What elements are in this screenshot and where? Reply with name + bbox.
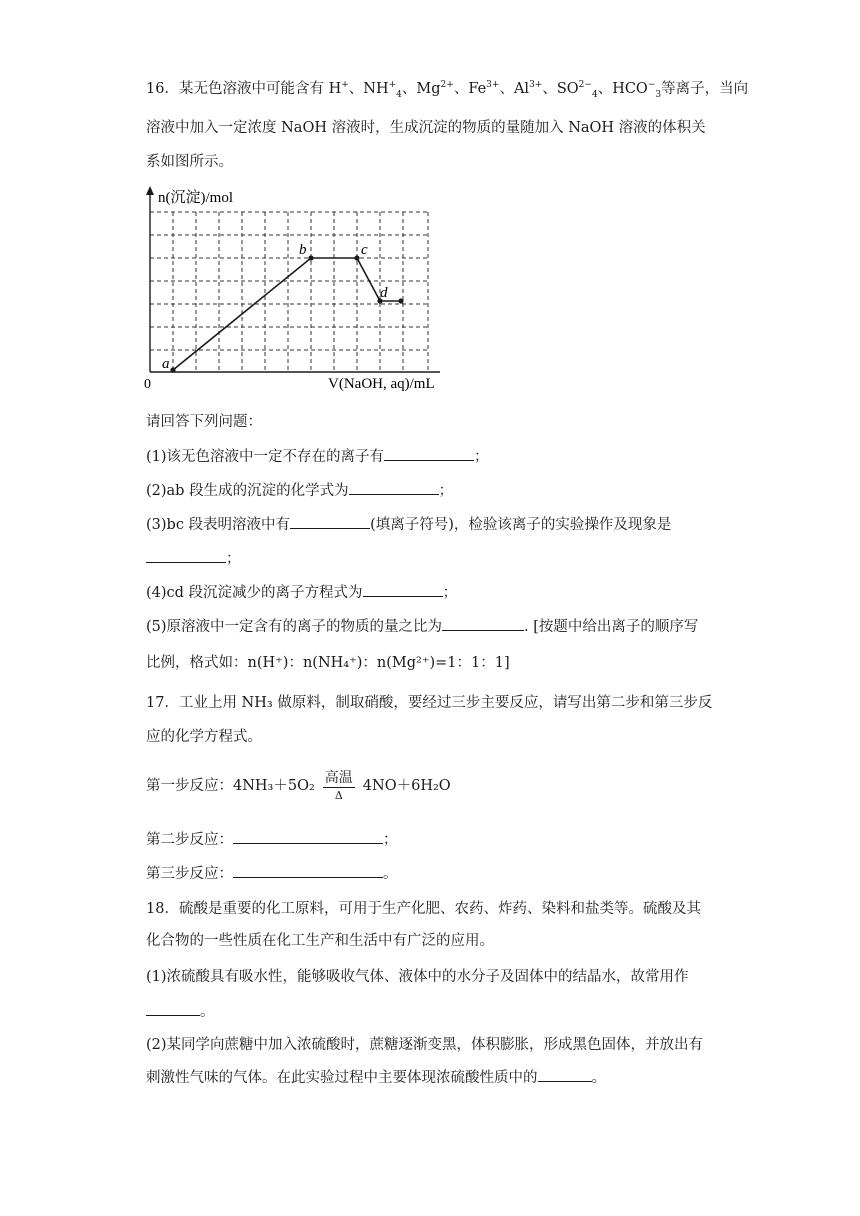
q16-sub1: (1)该无色溶液中一定不存在的离子有 ；	[146, 446, 489, 467]
q18-number: 18．	[146, 901, 179, 917]
answer-blank-q18-1[interactable]	[146, 1001, 200, 1016]
q16-sub5-line2: 比例，格式如：n(H⁺)：n(NH₄⁺)：n(Mg²⁺)=1：1：1]	[146, 655, 510, 671]
label-c: c	[361, 242, 368, 258]
q18-line2: 化合物的一些性质在化工生产和生活中有广泛的应用。	[146, 933, 494, 949]
q16-sub3-line2: ；	[146, 548, 241, 569]
q16-intro-line1: 16．某无色溶液中可能含有 H+、$NH^+_4$、$Mg^{2+}$、$Fe^{3+}$、$Al^{3+}$、$SO^{2-}_4$、$HCO^-_3$等离子，当向	[146, 80, 749, 100]
q16-sub5-line1: (5)原溶液中一定含有的离子的物质的量之比为 . [按题中给出离子的顺序写	[146, 616, 698, 637]
answer-blank-4[interactable]	[363, 582, 443, 597]
ion-fe: $Fe^{3+}$	[468, 80, 500, 97]
answer-blank-5[interactable]	[442, 616, 524, 631]
q18-line1: 18．硫酸是重要的化工原料，可用于生产化肥、农药、炸药、染料和盐类等。硫酸及其	[146, 901, 701, 917]
q17-line2: 应的化学方程式。	[146, 729, 262, 745]
q17-step2: 第二步反应： ；	[146, 829, 398, 850]
answer-blank-step2[interactable]	[233, 829, 383, 844]
q17-line1: 17．工业上用 NH₃ 做原料，制取硝酸，要经过三步主要反应，请写出第二步和第三步反	[146, 695, 713, 711]
q16-intro-line2: 溶液中加入一定浓度 NaOH 溶液时，生成沉淀的物质的量随加入 NaOH 溶液的体积关	[146, 120, 706, 136]
answer-blank-1[interactable]	[384, 446, 474, 461]
label-b: b	[299, 242, 307, 258]
answer-blank-step3[interactable]	[233, 863, 383, 878]
origin-label: 0	[144, 377, 151, 392]
answer-blank-3b[interactable]	[146, 548, 226, 563]
q16-sub3-line1: (3)bc 段表明溶液中有 (填离子符号)，检验该离子的实验操作及现象是	[146, 514, 671, 535]
q18-sub2-line2: 刺激性气味的气体。在此实验过程中主要体现浓硫酸性质中的 。	[146, 1067, 606, 1088]
precipitate-graph	[140, 182, 480, 392]
label-d: d	[380, 285, 388, 301]
point-b	[308, 255, 313, 260]
axes	[146, 186, 440, 372]
point-c	[354, 255, 359, 260]
q16-intro-line3: 系如图所示。	[146, 154, 233, 170]
q17-number: 17．	[146, 695, 179, 711]
q17-step3: 第三步反应： 。	[146, 863, 398, 884]
answer-blank-2[interactable]	[349, 480, 439, 495]
ion-hco3: $HCO^-_3$	[612, 80, 662, 100]
curve	[173, 258, 401, 370]
ion-h: H+	[328, 80, 349, 97]
ion-al: $Al^{3+}$	[513, 80, 543, 97]
q16-sub4: (4)cd 段沉淀减少的离子方程式为 ；	[146, 582, 457, 603]
reaction-condition: $\frac{\text{高温}}{\Delta}$	[324, 769, 353, 802]
ion-so4: $SO^{2-}_4$	[556, 80, 598, 100]
label-a: a	[162, 356, 170, 372]
q17-step1: 第一步反应：4NH₃＋5O₂ $\frac{\text{高温}}{\Delta}$ 4NO＋6H₂O	[146, 769, 451, 802]
q18-sub1-line2: 。	[146, 1001, 215, 1022]
point-a	[170, 367, 175, 372]
point-end	[398, 298, 403, 303]
x-axis-label: V(NaOH, aq)/mL	[328, 376, 435, 392]
q18-sub2-line1: (2)某同学向蔗糖中加入浓硫酸时，蔗糖逐渐变黑，体积膨胀，形成黑色固体，并放出有	[146, 1037, 704, 1053]
q16-please-answer: 请回答下列问题：	[146, 414, 262, 430]
ion-nh4: $NH^+_4$	[363, 80, 402, 100]
q16-sub2: (2)ab 段生成的沉淀的化学式为 ；	[146, 480, 453, 501]
ion-mg: $Mg^{2+}$	[416, 80, 454, 97]
y-axis-label: n(沉淀)/mol	[158, 190, 233, 206]
q16-number: 16．	[146, 81, 179, 97]
q18-sub1-line1: (1)浓硫酸具有吸水性，能够吸收气体、液体中的水分子及固体中的结晶水，故常用作	[146, 969, 689, 985]
answer-blank-q18-2[interactable]	[538, 1067, 592, 1082]
answer-blank-3a[interactable]	[290, 514, 370, 529]
